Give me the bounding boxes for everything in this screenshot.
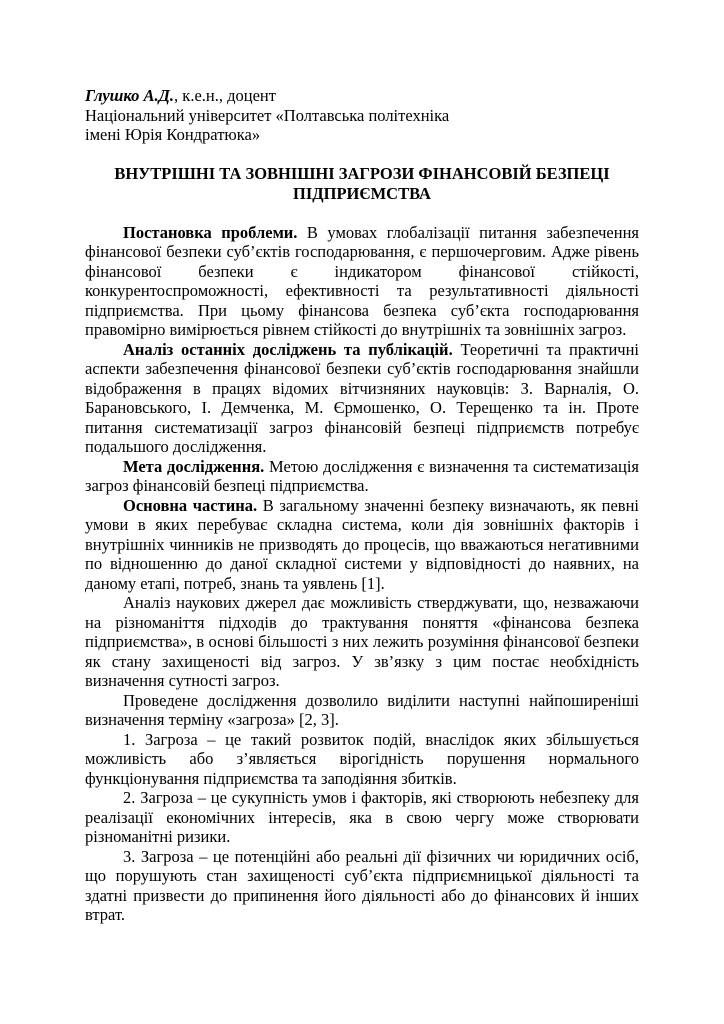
paragraph-text: Аналіз наукових джерел дає можливість стверджувати, що, незважаючи на різноманіття підходів до трактування поняття «фінансова безпека підприємства», в основі більшості з них лежить розуміння фінансової безпеки як стану захищеності від загроз. У зв’язку з цим постає необхідність визначення сутності загроз. [85, 593, 639, 690]
paragraph-text: Метою дослідження є визначення та систематизація загроз фінансовій безпеці підприємства. [85, 456, 639, 495]
paragraph-text: Теоретичні та практичні аспекти забезпечення фінансової безпеки суб’єктів господарювання знайшли відображення в працях відомих вітчизняних науковців: З. Варналія, О. Барановського, І. Демченка, М. Єрмошенко, О. Терещенко та ін. Проте питання систематизації загроз фінансовій безпеці підприємств потребує подальшого дослідження. [85, 339, 640, 456]
paragraph [85, 340, 639, 457]
paragraph [85, 496, 639, 594]
author-block [85, 86, 639, 145]
author-name: Глушко А.Д. [85, 86, 175, 105]
article-title: ВНУТРІШНІ ТА ЗОВНІШНІ ЗАГРОЗИ ФІНАНСОВІЙ БЕЗПЕЦІ ПІДПРИЄМСТВА [114, 164, 610, 203]
paragraph-text: 2. Загроза – це сукупність умов і факторів, які створюють небезпеку для реалізації економічних інтересів, яка в свою чергу може створювати різноманітні ризики. [85, 788, 639, 846]
paragraph-text: В умовах глобалізації питання забезпечення фінансової безпеки суб’єктів господарювання, є першочерговим. Адже рівень фінансової безпеки є індикатором фінансової стійкості, конкурентоспроможності, ефективності та результативності діяльності підприємства. При цьому фінансова безпека суб’єкта господарювання правомірно вимірюється рівнем стійкості до внутрішніх та зовнішніх загроз. [85, 222, 639, 339]
paragraph [85, 457, 639, 496]
affiliation-line-1: Національний університет «Полтавська політехніка [85, 105, 450, 125]
author-degree: , к.е.н., доцент [174, 86, 276, 105]
affiliation-line-2: імені Юрія Кондратюка» [85, 125, 261, 144]
paragraph-lead: Мета дослідження. [123, 456, 265, 476]
paragraph-text: В загальному значенні безпеку визначають, як певні умови в яких перебуває складна система, коли дія зовнішніх факторів і внутрішніх чинників не призводять до процесів, що вважаються негативними по відношенню до даної складної системи у відповідності до наявних, на даному етапі, потреб, знань та уявлень [1]. [85, 495, 639, 593]
paragraph [85, 730, 639, 789]
paragraph [85, 593, 639, 691]
paragraph [85, 847, 639, 925]
paragraph-lead: Основна частина. [123, 495, 258, 515]
paragraph-text: 3. Загроза – це потенційні або реальні дії фізичних чи юридичних осіб, що порушують стан захищеності суб’єкта підприємницької діяльності та здатні призвести до припинення його діяльності або до фінансових й інших втрат. [85, 846, 639, 924]
article-body [85, 223, 639, 925]
paragraph [85, 788, 639, 847]
paragraph [85, 223, 639, 340]
paragraph [85, 691, 639, 730]
paragraph-text: Проведене дослідження дозволило виділити наступні найпоширеніші визначення терміну «загроза» [2, 3]. [85, 690, 639, 729]
author-line [85, 86, 639, 106]
paragraph-lead: Постановка проблеми. [123, 222, 298, 242]
paragraph-lead: Аналіз останніх досліджень та публікацій. [123, 339, 453, 359]
paragraph-text: 1. Загроза – це такий розвиток подій, внаслідок яких збільшується можливість або з’являється вірогідність порушення нормального функціонування підприємства та заподіяння збитків. [85, 729, 639, 788]
